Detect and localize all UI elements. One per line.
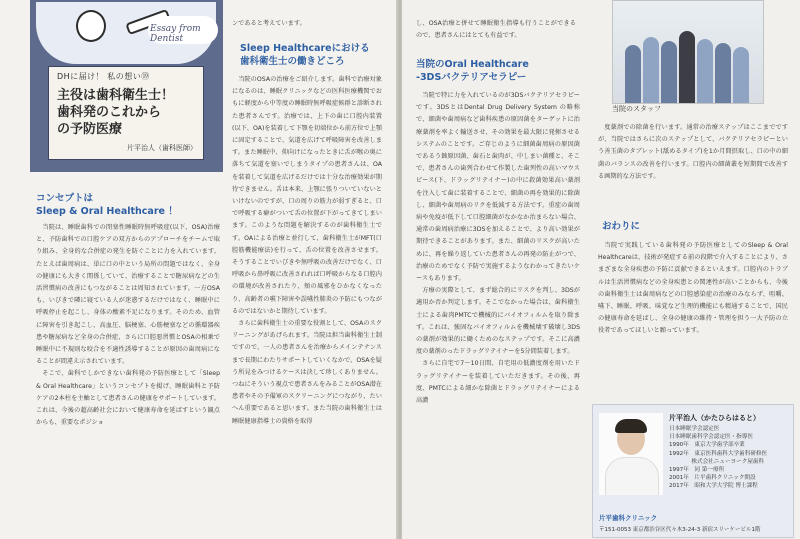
right-page [402, 0, 800, 539]
staff-figure [643, 37, 659, 103]
paragraph: 当院は、睡眠歯科での閉塞性睡眠時無呼吸症(以下、OSA)治療と、予防歯科での口腔ケアの双方からのアプローチをチームで取り組み、全身的な合併症の発生を防ぐことに力を入れています。たとえば歯周病は、単に口の中という局所の問題ではなく、全身の健康にも大きく関係していて、治療することで糖尿病などの生活習慣病の改善にもつながることは周知されています。一方OSAも、いびきで隣に寝ている人が迷惑するだけではなく、睡眠中に呼吸停止を起こし、身体の酸素不足になります。そのため、血管に障害を引き起こし、高血圧、脳梗塞、心筋梗塞などの循環器疾患や糖尿病など全身の合併症、さらに口腔悪習慣とOSAの相乗で睡眠中に不規則な咬合を不適性誘導することが原因の歯周病になることが間違え示されています。 [36, 224, 220, 366]
career-line: 日本睡眠学会認定医 [669, 426, 720, 432]
left-column-1 [36, 222, 220, 534]
paragraph: 度薬剤での除菌を行います。通常の治療ステップはここまでですが、当院ではさらに次のステップとして、バクテリアセラピーという善玉菌のタブレット(舐めるタイプ)を1か月間摂取し、口の中の細菌のバランスの改善を行います。口腔内の細菌叢を短期間で改善する画期的な方法です。 [598, 124, 788, 180]
right-column-1 [416, 90, 580, 536]
heading-line: 当院のOral Healthcare [416, 59, 529, 70]
heading-line: -3DSバクテリアセラピー [416, 72, 527, 83]
author-profile [592, 404, 794, 538]
staff-figure [679, 31, 695, 103]
left-column-2-intro [232, 18, 382, 34]
coat-shape [605, 457, 659, 495]
author-line: 片平治人（歯科医師） [127, 144, 197, 152]
paragraph: し、OSA治療と併せて睡眠衛生指導も行うことができるので、患者さんにはとても有益です。 [416, 20, 576, 40]
paragraph: そこで、歯科でしかできない歯科発の予防医療として「Sleep & Oral Healthcare」というコンセプトを掲げ、睡眠歯科と予防ケアの2本柱を主軸として患者さんの健康をサポートしています。これは、今後の超高齢社会において健康寿命を延ばすという観点からも、重要なポジショ [36, 370, 220, 427]
dentist-illustration [36, 2, 216, 64]
paragraph: ンであると考えています。 [232, 20, 306, 27]
hair-shape [615, 419, 647, 433]
career-line: 2017年 昭和大学大学院 博士課程 [669, 483, 758, 490]
heading-line: 歯科衛生士の働きどころ [240, 56, 345, 67]
title-line: 歯科発のこれから [57, 105, 162, 120]
left-column-2 [232, 74, 382, 536]
paragraph: さらに自宅で7〜10日間、自宅用の低濃度剤を用いたドラッグリテイナーを装着していただきます。その後、再度、PMTCによる細かな除菌とドラッグリテイナーによる高濃 [416, 360, 580, 405]
title-line: の予防医療 [57, 122, 123, 137]
career-line: 株式会社ニューヨーク屋歯科 [669, 458, 765, 465]
essay-label: Essay from Dentist [150, 24, 201, 44]
series-label: DHに届け！ 私の想い⑲ [57, 72, 150, 81]
author-photo [599, 413, 663, 495]
oral-healthcare-heading [416, 58, 529, 84]
right-column-1-intro [416, 18, 576, 48]
career-line: 1997年 同 第一療所 [669, 467, 725, 474]
staff-figure [715, 43, 731, 103]
photo-caption: 当院のスタッフ [612, 105, 661, 113]
clinic-name: 片平歯科クリニック [599, 514, 658, 522]
closing-text [598, 240, 788, 392]
heading-line: コンセプトは [36, 193, 94, 204]
closing-heading: おわりに [602, 221, 641, 232]
career-line: 1992年 東京医科歯科大学歯科研修医 [669, 450, 768, 457]
profile-name: 片平治人（かたひらはると） [669, 414, 760, 422]
sleep-healthcare-heading [240, 42, 370, 68]
title-card [48, 66, 204, 160]
paragraph: 当院で実践している歯科発の予防医療としてのSleep & Oral Healthcareは、技術が発症する前の段階で介入することにより、さまざまな全身疾患の予防に貢献できるといえます。口腔内のトラブルは生活習慣病などの全身疾患との関連性が高いことからも、今後の歯科衛生士は歯周病などの口腔感染症の治療のみならず、咀嚼、嚥下、睡眠、呼吸、味覚など生理的機能にも精通することで、国民の健康寿命を延ばし、全身の健康の維持・管理を担う一大予防の立役者であってほしいと願っています。 [598, 242, 788, 335]
profile-career [669, 425, 789, 491]
staff-photo [612, 0, 764, 104]
heading-line: Sleep Healthcareにおける [240, 43, 370, 54]
career-line: 1990年 東京大学歯学部卒業 [669, 442, 745, 449]
main-title [57, 87, 203, 138]
career-line: 日本睡眠歯科学会認定医・指導医 [669, 434, 753, 441]
paragraph: 方療の実際として、まず総合的にリスクを判し、3DSが適用か否か判定します。そこでなかった場合は、歯科衛生士による歯肉PMTCで機械的にバイオフィルムを取り除ます。これは、強固なバイオフィルムを機械壊す破壊し3DSの薬剤が効果的に働くためのなステップです。そこに高濃度の薬剤のったドラッグリテイナーを5分間装着します。 [416, 287, 580, 356]
left-page [0, 0, 398, 539]
concept-heading [36, 192, 178, 218]
clinic-address: 〒151-0053 東京都渋谷区代々木3-24-3 新宿スリーケービル1階 [599, 527, 761, 533]
staff-figure [625, 45, 641, 103]
staff-figure [661, 41, 677, 103]
title-block [30, 0, 223, 172]
paragraph: 当院のOSAの治療をご紹介します。歯科で治療対象になるのは、睡眠クリニックなどの医科医療機関でおもに軽度から中等度の睡眠時無呼吸症候群と診断された患者さんです。治療では、上下の歯に口腔内装置(以下、OA)を装着して下顎を切端位から前方位で上顎に固定することで、気道を広げて呼吸障害を改善します。また睡眠中、仰向けになったときに舌が喉の奥に落ちて気道を塞いでしまうタイプの患者さんは、OAを装着して気道を広げるだけでは十分な治療効果が期待できません。舌は本来、上顎に張りついていないといけないのですが、口の周りの筋力が弱すぎると、口で呼吸する癖がついて舌の位置が下がってきてしまいます。このような問題を解決するのが歯科衛生士です。OAによる治療と並行して、歯科衛生士がMFT(口腔筋機能療法)を行って、舌の位置を改善させます。そうすることでいびきや無呼吸の改善だけでなく、口呼吸から鼻呼吸に改善されれば口呼吸からなる口腔内の環境が改善されたり、頬の風邪をひかなくなったり、高齢者の嚥下障害や誤嚥性肺炎の予防にもつながるのではないかと期待しています。 [232, 76, 382, 315]
heading-line: Sleep & Oral Healthcare ！ [36, 206, 178, 217]
career-line: 2001年 片平歯科クリニック開設 [669, 475, 756, 482]
paragraph: 当院で特に力を入れているのが3DSバクテリアセラピーです。3DSとはDental Drug Delivery System の略称で、細菌や歯周病など歯科疾患の原因菌をターゲットに治療薬剤を率よく輸送させ、その効果を最大限に発揮させるシステムのことです。ご存じのように細菌歯周病の原因菌であるう蝕原因菌、歯石と歯肉が、中しまい菌種と、そこで、患者さんの歯列合わせて作製した歯列性の高いマウスピース(下、ドラッグリテイナー)の中に殺菌効果高い薬剤を注入して歯に装着することで、細菌の再を効果的に除菌し、細菌や歯周病のリクを低減する方法です。重症の歯周病や免疫が低下して口腔細菌がなかなか治まらない場合、通常の歯周病治療に3DSを加えることで、より高い効果が期待できることがあります。また、細菌のリスクが高いために、再を繰り返していた患者さんの再発の防止がつで、治療のためでなく予防で実施するようなわかってきたいケースもあります。 [416, 92, 580, 283]
right-column-2 [598, 122, 788, 206]
paragraph: さらに歯科衛生士の重要な役割として、OSAのスクリーニングがあげられます。当院は担当歯科衛生士制ですので、一人の患者さんを治療からメインテナンスまで長期にわたりサポートしていくなかで、OSAを疑う所見をみつけるケースは決して珍しくありません。つねにそういう視点で患者さんをみることがOSA潜在患者やその予備軍のスクリーニングにつながり、たいへん重要であると思います。また当院の歯科衛生士は睡眠健康指導士の資格を取得 [232, 320, 382, 425]
staff-figure [697, 39, 713, 103]
staff-figure [733, 47, 749, 103]
dentist-face-icon [76, 10, 106, 42]
title-line: 主役は歯科衛生士！ [57, 88, 175, 103]
